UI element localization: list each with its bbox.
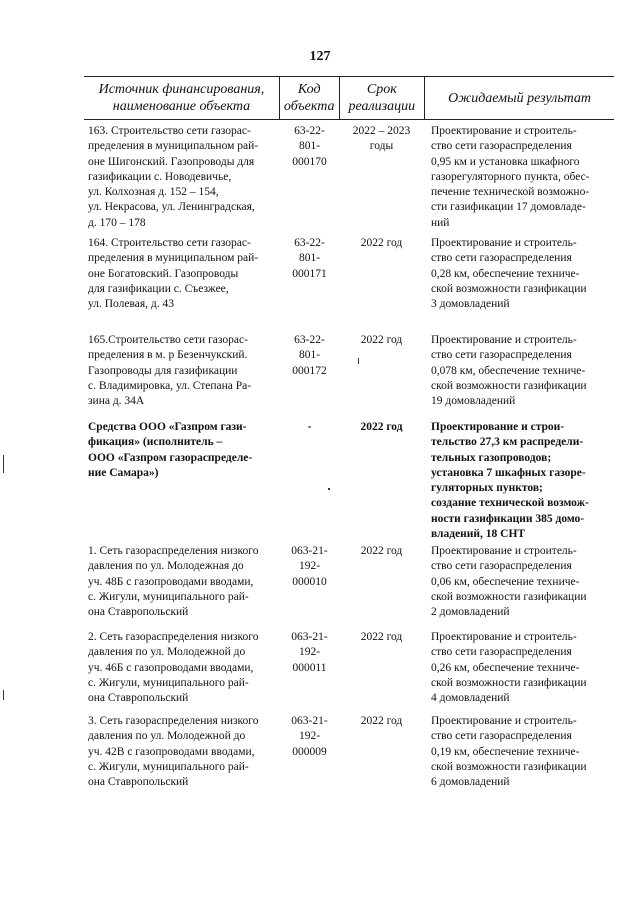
cell-object-code	[280, 236, 339, 312]
header-expected-result: Ожидаемый результат	[448, 90, 591, 106]
cell-text-line: Проектирование и строитель-	[431, 237, 577, 249]
scan-mark	[358, 358, 359, 364]
cell-text-line: зина д. 34А	[88, 395, 145, 408]
cell-text-line: для газификации с. Съезжее,	[88, 282, 229, 295]
cell-object-name	[84, 333, 280, 409]
cell-object-name	[84, 124, 280, 231]
cell-text-line: ство сети газораспределения	[431, 730, 572, 743]
cell-text-line: оне Богатовский. Газопроводы	[88, 267, 239, 280]
cell-text-line: 2022 – 2023	[352, 125, 411, 137]
cell-text-line: создание технической возмож-	[431, 497, 589, 510]
header-funding-source: Источник финансирования, наименование объекта	[84, 77, 280, 119]
cell-object-name	[84, 630, 280, 706]
cell-expected-result	[424, 420, 614, 542]
cell-text-line: ской возможности газификации	[431, 379, 587, 392]
cell-text-line: 2022 год	[360, 421, 403, 433]
cell-text-line: печение технической возможно-	[431, 186, 590, 199]
cell-text-line: -	[307, 421, 312, 433]
cell-text-line: Газопроводы для газификации	[88, 364, 238, 377]
cell-text-line: она Ставропольский	[88, 692, 189, 705]
cell-text-line: 192-	[298, 730, 321, 743]
scan-mark	[3, 690, 4, 700]
table-row	[84, 236, 614, 312]
cell-expected-result	[424, 124, 614, 231]
cell-text-line: пределения в м. р Безенчукский.	[88, 349, 248, 362]
cell-text-line: 165.Строительство сети газорас-	[88, 334, 248, 346]
cell-text-line: 192-	[298, 646, 321, 659]
cell-text-line: 000170	[292, 155, 327, 168]
cell-text-line: владений, 18 СНТ	[431, 528, 526, 541]
cell-text-line: с. Жигули, муниципального рай-	[88, 590, 249, 603]
scan-mark	[328, 488, 330, 490]
cell-text-line: уч. 48Б с газопроводами вводами,	[88, 575, 254, 588]
cell-text-line: она Ставропольский	[88, 606, 189, 619]
cell-text-line: ул. Некрасова, ул. Ленинградская,	[88, 201, 255, 214]
header-object-code: Код объекта	[280, 77, 340, 119]
cell-text-line: она Ставропольский	[88, 776, 189, 789]
cell-text-line: давления по ул. Молодежная до	[88, 560, 244, 573]
cell-object-name	[84, 420, 280, 542]
cell-text-line: 1. Сеть газораспределения низкого	[88, 545, 259, 557]
cell-text-line: газификации с. Новодевичье,	[88, 170, 232, 183]
cell-text-line: 000171	[292, 267, 327, 280]
cell-text-line: 000011	[292, 661, 327, 674]
cell-text-line: 163. Строительство сети газорас-	[88, 125, 251, 137]
cell-text-line: 0,26 км, обеспечение техниче-	[431, 661, 580, 674]
cell-term	[339, 333, 424, 409]
cell-text-line: газорегуляторного пункта, обес-	[431, 170, 590, 183]
cell-term	[339, 544, 424, 620]
cell-text-line: 19 домовладений	[431, 395, 516, 408]
cell-text-line: 2022 год	[360, 545, 403, 557]
cell-text-line: 801-	[298, 140, 321, 153]
cell-text-line: ской возможности газификации	[431, 590, 587, 603]
cell-text-line: 3 домовладений	[431, 298, 510, 311]
cell-text-line: 801-	[298, 252, 321, 265]
cell-text-line: ние Самара»)	[88, 466, 159, 479]
cell-text-line: сти газификации 17 домовладе-	[431, 201, 586, 214]
cell-term	[339, 714, 424, 790]
cell-term	[339, 236, 424, 312]
cell-text-line: 6 домовладений	[431, 776, 510, 789]
cell-text-line: пределения в муниципальном рай-	[88, 252, 259, 265]
cell-text-line: Проектирование и строитель-	[431, 125, 577, 137]
cell-text-line: оне Шигонский. Газопроводы для	[88, 155, 255, 168]
cell-term	[339, 124, 424, 231]
cell-text-line: 063-21-	[291, 631, 328, 643]
cell-text-line: ности газификации 385 домо-	[431, 512, 585, 525]
cell-text-line: ской возможности газификации	[431, 282, 587, 295]
cell-text-line: 2 домовладений	[431, 606, 510, 619]
cell-term	[339, 630, 424, 706]
cell-text-line: 063-21-	[291, 545, 328, 557]
cell-text-line: ний	[431, 216, 450, 229]
cell-text-line: Средства ООО «Газпром гази-	[88, 421, 247, 433]
cell-text-line: Проектирование и строитель-	[431, 334, 577, 346]
cell-text-line: фикация» (исполнитель –	[88, 436, 223, 449]
cell-expected-result	[424, 333, 614, 409]
cell-text-line: ООО «Газпром газораспределе-	[88, 451, 253, 464]
cell-text-line: 2022 год	[360, 334, 403, 346]
cell-object-code	[280, 420, 339, 542]
cell-text-line: ской возможности газификации	[431, 760, 587, 773]
cell-text-line: 164. Строительство сети газорас-	[88, 237, 251, 249]
cell-text-line: пределения в муниципальном рай-	[88, 140, 259, 153]
table-row	[84, 420, 614, 542]
cell-text-line: ство сети газораспределения	[431, 349, 572, 362]
cell-text-line: д. 170 – 178	[88, 216, 146, 229]
cell-text-line: Проектирование и строи-	[431, 421, 565, 433]
cell-text-line: давления по ул. Молодежной до	[88, 646, 246, 659]
cell-text-line: давления по ул. Молодежной до	[88, 730, 246, 743]
cell-expected-result	[424, 236, 614, 312]
cell-text-line: Проектирование и строитель-	[431, 631, 577, 643]
cell-text-line: 0,19 км, обеспечение техниче-	[431, 745, 580, 758]
cell-text-line: тельство 27,3 км распредели-	[431, 436, 584, 449]
cell-object-code	[280, 333, 339, 409]
cell-text-line: 2022 год	[360, 715, 403, 727]
table-row	[84, 333, 614, 409]
table-row	[84, 544, 614, 620]
table-header	[84, 76, 614, 120]
table-row	[84, 630, 614, 706]
header-term: Срок реализации	[340, 77, 426, 119]
cell-text-line: 2. Сеть газораспределения низкого	[88, 631, 259, 643]
cell-text-line: 063-21-	[291, 715, 328, 727]
cell-text-line: 4 домовладений	[431, 692, 510, 705]
cell-text-line: 2022 год	[360, 237, 403, 249]
cell-object-name	[84, 236, 280, 312]
cell-text-line: 63-22-	[294, 125, 325, 137]
cell-object-name	[84, 714, 280, 790]
cell-text-line: 0,95 км и установка шкафного	[431, 155, 580, 168]
cell-text-line: годы	[369, 140, 394, 153]
cell-text-line: ул. Колхозная д. 152 – 154,	[88, 186, 219, 199]
cell-text-line: гуляторных пунктов;	[431, 482, 543, 495]
cell-text-line: ской возможности газификации	[431, 676, 587, 689]
cell-text-line: 0,06 км, обеспечение техниче-	[431, 575, 580, 588]
cell-term	[339, 420, 424, 542]
cell-object-code	[280, 714, 339, 790]
cell-text-line: тельных газопроводов;	[431, 451, 552, 464]
cell-text-line: 000009	[292, 745, 327, 758]
cell-expected-result	[424, 714, 614, 790]
cell-text-line: ство сети газораспределения	[431, 252, 572, 265]
cell-text-line: 63-22-	[294, 334, 325, 346]
cell-text-line: ство сети газораспределения	[431, 646, 572, 659]
cell-text-line: Проектирование и строитель-	[431, 545, 577, 557]
cell-text-line: 0,078 км, обеспечение техниче-	[431, 364, 586, 377]
table-row	[84, 714, 614, 790]
cell-text-line: с. Владимировка, ул. Степана Ра-	[88, 379, 252, 392]
page-number: 127	[309, 49, 331, 64]
cell-object-code	[280, 630, 339, 706]
scan-mark	[3, 455, 4, 473]
cell-text-line: 0,28 км, обеспечение техниче-	[431, 267, 580, 280]
cell-text-line: Проектирование и строитель-	[431, 715, 577, 727]
cell-object-code	[280, 544, 339, 620]
cell-text-line: с. Жигули, муниципального рай-	[88, 676, 249, 689]
cell-text-line: 000172	[292, 364, 327, 377]
cell-expected-result	[424, 630, 614, 706]
cell-text-line: ство сети газораспределения	[431, 140, 572, 153]
cell-text-line: 2022 год	[360, 631, 403, 643]
cell-text-line: 3. Сеть газораспределения низкого	[88, 715, 259, 727]
cell-text-line: ство сети газораспределения	[431, 560, 572, 573]
cell-text-line: уч. 42В с газопроводами вводами,	[88, 745, 255, 758]
cell-text-line: уч. 46Б с газопроводами вводами,	[88, 661, 254, 674]
cell-text-line: 63-22-	[294, 237, 325, 249]
cell-object-code	[280, 124, 339, 231]
cell-object-name	[84, 544, 280, 620]
cell-text-line: установка 7 шкафных газоре-	[431, 466, 586, 479]
cell-text-line: 192-	[298, 560, 321, 573]
cell-text-line: с. Жигули, муниципального рай-	[88, 760, 249, 773]
cell-expected-result	[424, 544, 614, 620]
table-row	[84, 124, 614, 231]
cell-text-line: 801-	[298, 349, 321, 362]
cell-text-line: 000010	[292, 575, 327, 588]
cell-text-line: ул. Полевая, д. 43	[88, 298, 175, 311]
